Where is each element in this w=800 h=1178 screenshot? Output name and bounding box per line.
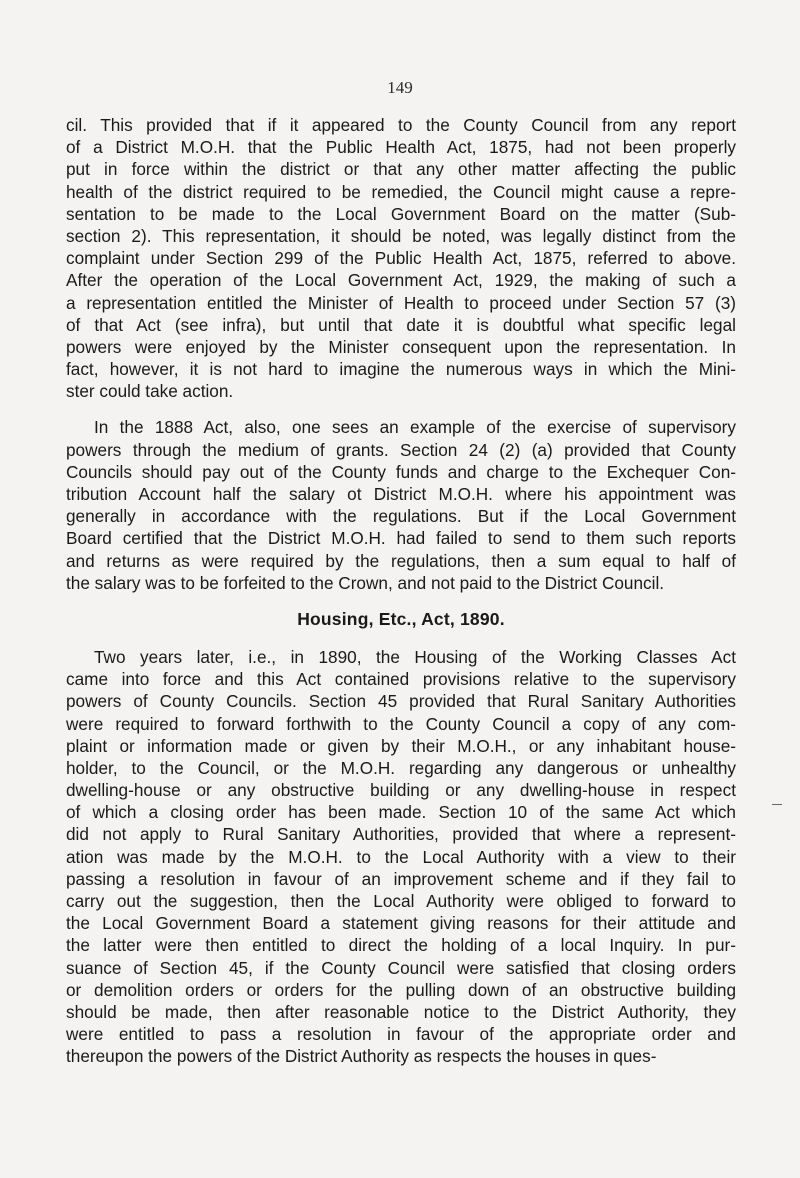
text-line: were entitled to pass a resolution in favour of the appropriate order and — [66, 1024, 736, 1045]
margin-mark — [772, 804, 782, 805]
text-line: Councils should pay out of the County funds and charge to the Exchequer Con- — [66, 461, 736, 482]
text-line: health of the district required to be remedied, the Council might cause a repre- — [66, 181, 736, 202]
text-line: fact, however, it is not hard to imagine the numerous ways in which the Mini- — [66, 359, 736, 380]
text-line: the latter were then entitled to direct the holding of a local Inquiry. In pur- — [66, 935, 736, 956]
text-line: complaint under Section 299 of the Public Health Act, 1875, referred to above. — [66, 248, 736, 269]
text-line: of a District M.O.H. that the Public Health Act, 1875, had not been properly — [66, 137, 736, 158]
text-line: holder, to the Council, or the M.O.H. regarding any dangerous or unhealthy — [66, 757, 736, 778]
section-heading: Housing, Etc., Act, 1890. — [297, 608, 505, 629]
text-line: the Local Government Board a statement giving reasons for their attitude and — [66, 913, 736, 934]
text-line: of which a closing order has been made. Section 10 of the same Act which — [66, 802, 736, 823]
text-line: powers were enjoyed by the Minister consequent upon the representation. In — [66, 336, 736, 357]
text-line: suance of Section 45, if the County Council were satisfied that closing orders — [66, 957, 736, 978]
text-line: powers of County Councils. Section 45 provided that Rural Sanitary Authorities — [66, 691, 736, 712]
paragraphs-before-heading — [66, 114, 736, 594]
paragraph — [66, 114, 736, 402]
text-line: cil. This provided that if it appeared to the County Council from any report — [66, 115, 736, 135]
paragraphs-after-heading — [66, 646, 736, 1068]
page-number: 149 — [387, 78, 413, 97]
text-line: Two years later, i.e., in 1890, the Housing of the Working Classes Act — [94, 646, 736, 667]
text-line: section 2). This representation, it should be noted, was legally distinct from the — [66, 225, 736, 246]
text-line: put in force within the district or that any other matter affecting the public — [66, 159, 736, 180]
text-line: generally in accordance with the regulations. But if the Local Government — [66, 506, 736, 527]
text-line: thereupon the powers of the District Authority as respects the houses in ques- — [66, 1046, 657, 1067]
paragraph — [66, 416, 736, 594]
text-line: did not apply to Rural Sanitary Authorities, provided that where a represent- — [66, 824, 736, 845]
body-text — [66, 114, 736, 1068]
text-line: came into force and this Act contained provisions relative to the supervisory — [66, 669, 736, 690]
text-line: should be made, then after reasonable notice to the District Authority, they — [66, 1001, 736, 1022]
text-line: tribution Account half the salary ot District M.O.H. where his appointment was — [66, 484, 736, 504]
text-line: After the operation of the Local Government Act, 1929, the making of such a — [66, 270, 736, 291]
text-line: were required to forward forthwith to the County Council a copy of any com- — [66, 713, 736, 734]
text-line: ation was made by the M.O.H. to the Local Authority with a view to their — [66, 846, 736, 867]
text-line: ster could take action. — [66, 381, 234, 402]
text-line: In the 1888 Act, also, one sees an example of the exercise of supervisory — [94, 417, 736, 438]
text-line: a representation entitled the Minister of Health to proceed under Section 57 (3) — [66, 292, 736, 313]
paragraph-gap — [66, 402, 736, 416]
text-line: of that Act (see infra), but until that date it is doubtful what specific legal — [66, 314, 736, 335]
text-line: Board certified that the District M.O.H. had failed to send to them such reports — [66, 528, 736, 549]
text-line: and returns as were required by the regulations, then a sum equal to half of — [66, 550, 736, 571]
text-line: powers through the medium of grants. Section 24 (2) (a) provided that County — [66, 439, 736, 460]
text-line: sentation to be made to the Local Government Board on the matter (Sub- — [66, 203, 736, 224]
text-line: passing a resolution in favour of an improvement scheme and if they fail to — [66, 868, 736, 889]
text-line: carry out the suggestion, then the Local Authority were obliged to forward to — [66, 891, 736, 911]
text-line: or demolition orders or orders for the pulling down of an obstructive building — [66, 979, 736, 1000]
paragraph — [66, 646, 736, 1068]
text-line: the salary was to be forfeited to the Crown, and not paid to the District Council. — [66, 572, 665, 593]
text-line: dwelling-house or any obstructive building or any dwelling-house in respect — [66, 780, 736, 801]
text-line: plaint or information made or given by their M.O.H., or any inhabitant house- — [66, 735, 736, 756]
